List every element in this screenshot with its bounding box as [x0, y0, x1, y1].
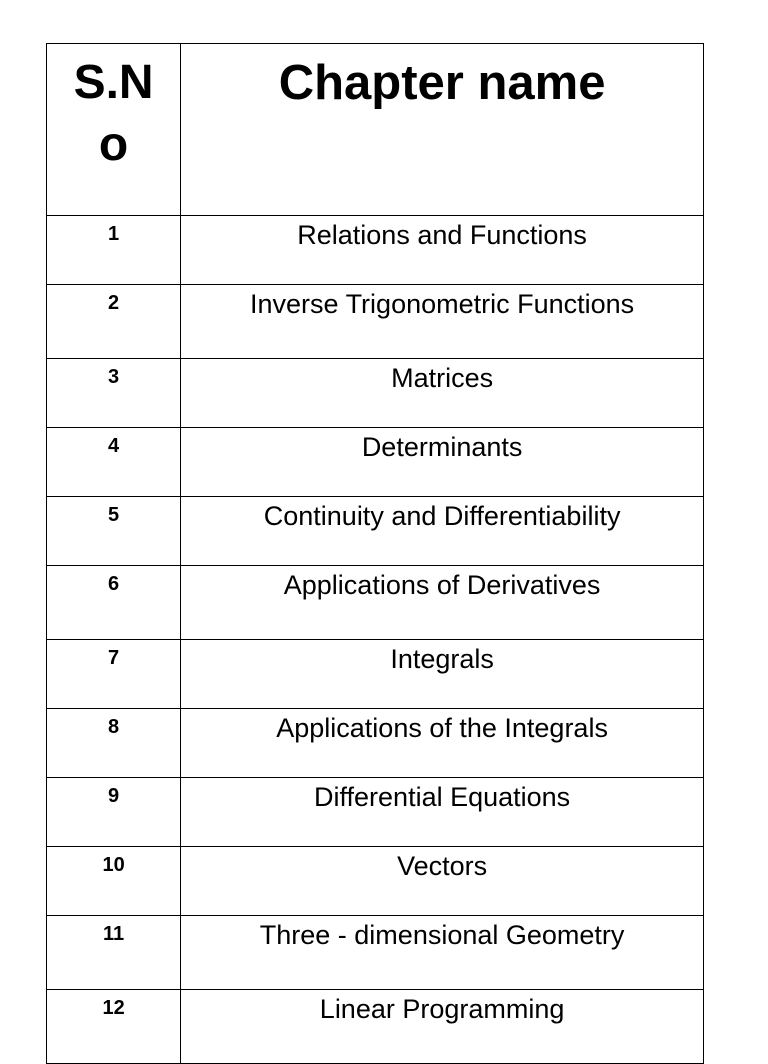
sno-cell: 11	[47, 916, 181, 990]
sno-cell: 10	[47, 847, 181, 916]
table-row	[47, 640, 704, 709]
sno-cell: 4	[47, 428, 181, 497]
sno-cell: 7	[47, 640, 181, 709]
table-row	[47, 847, 704, 916]
chapter-name-cell: Matrices	[181, 359, 704, 428]
table-row	[47, 216, 704, 285]
chapter-name-cell: Inverse Trigonometric Functions	[181, 285, 704, 359]
sno-cell: 5	[47, 497, 181, 566]
table-row	[47, 359, 704, 428]
sno-cell: 3	[47, 359, 181, 428]
chapter-name-cell: Vectors	[181, 847, 704, 916]
sno-cell: 1	[47, 216, 181, 285]
table-row	[47, 428, 704, 497]
table-row	[47, 497, 704, 566]
sno-cell: 8	[47, 709, 181, 778]
table-row	[47, 990, 704, 1064]
chapter-name-cell: Relations and Functions	[181, 216, 704, 285]
chapter-name-cell: Continuity and Differentiability	[181, 497, 704, 566]
table-row	[47, 916, 704, 990]
chapter-table	[46, 43, 704, 1064]
chapter-name-cell: Differential Equations	[181, 778, 704, 847]
chapter-name-header: Chapter name	[181, 44, 704, 216]
sno-cell: 6	[47, 566, 181, 640]
sno-header-label: S.No	[73, 56, 154, 171]
sno-header	[47, 44, 181, 216]
sno-cell: 12	[47, 990, 181, 1064]
chapter-name-cell: Integrals	[181, 640, 704, 709]
table-row	[47, 566, 704, 640]
chapter-name-cell: Applications of the Integrals	[181, 709, 704, 778]
chapter-name-cell: Linear Programming	[181, 990, 704, 1064]
chapter-name-cell: Three - dimensional Geometry	[181, 916, 704, 990]
sno-cell: 2	[47, 285, 181, 359]
table-row	[47, 778, 704, 847]
table-row	[47, 709, 704, 778]
chapter-name-cell: Applications of Derivatives	[181, 566, 704, 640]
table-header-row	[47, 44, 704, 216]
chapter-name-cell: Determinants	[181, 428, 704, 497]
table-row	[47, 285, 704, 359]
sno-cell: 9	[47, 778, 181, 847]
